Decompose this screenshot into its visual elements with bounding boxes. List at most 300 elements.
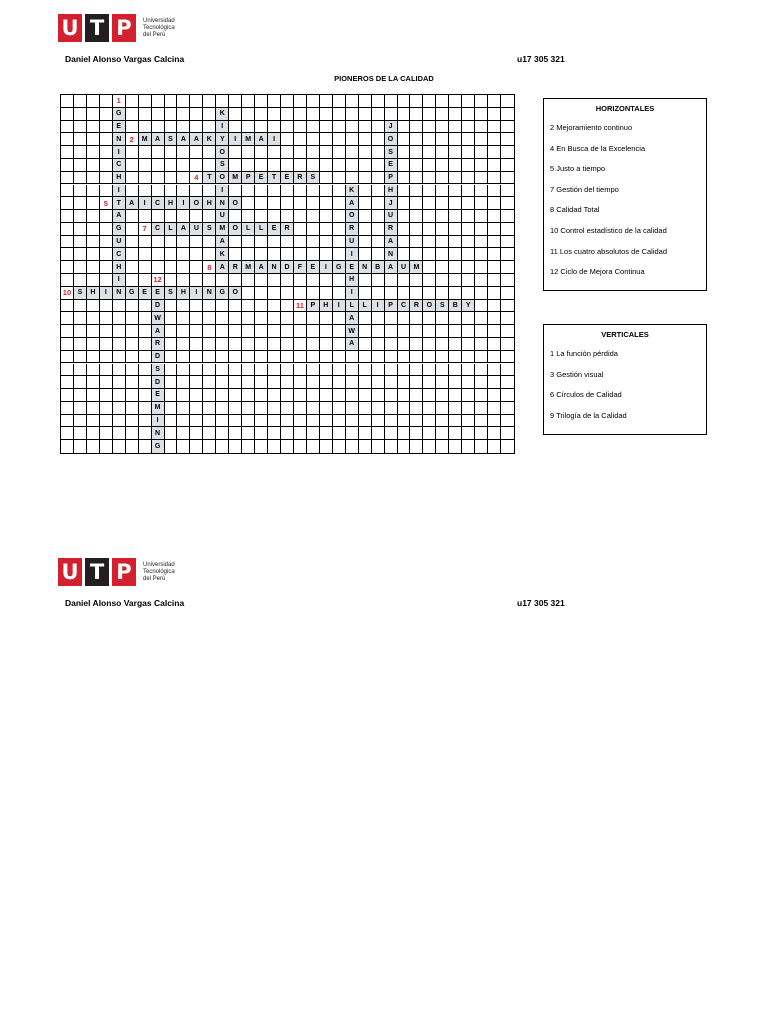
crossword-empty-cell bbox=[385, 325, 398, 338]
crossword-empty-cell bbox=[307, 402, 320, 415]
crossword-empty-cell bbox=[190, 274, 203, 287]
crossword-empty-cell bbox=[333, 146, 346, 159]
crossword-empty-cell bbox=[242, 376, 255, 389]
crossword-letter-cell: O bbox=[346, 210, 359, 223]
crossword-empty-cell bbox=[87, 402, 100, 415]
crossword-empty-cell bbox=[488, 159, 501, 172]
crossword-empty-cell bbox=[488, 236, 501, 249]
crossword-empty-cell bbox=[177, 312, 190, 325]
crossword-empty-cell bbox=[190, 440, 203, 453]
crossword-empty-cell bbox=[436, 274, 449, 287]
crossword-empty-cell bbox=[87, 415, 100, 428]
crossword-empty-cell bbox=[320, 440, 333, 453]
crossword-letter-cell: A bbox=[113, 210, 126, 223]
crossword-empty-cell bbox=[61, 376, 74, 389]
crossword-letter-cell: I bbox=[372, 300, 385, 313]
crossword-empty-cell bbox=[216, 274, 229, 287]
logo-letter-u: U bbox=[58, 558, 82, 586]
crossword-empty-cell bbox=[372, 376, 385, 389]
crossword-empty-cell bbox=[242, 364, 255, 377]
crossword-empty-cell bbox=[333, 121, 346, 134]
crossword-empty-cell bbox=[190, 210, 203, 223]
crossword-empty-cell bbox=[501, 338, 514, 351]
crossword-empty-cell bbox=[333, 338, 346, 351]
crossword-empty-cell bbox=[294, 236, 307, 249]
crossword-letter-cell: G bbox=[113, 108, 126, 121]
crossword-empty-cell bbox=[385, 95, 398, 108]
crossword-empty-cell bbox=[398, 389, 411, 402]
crossword-letter-cell: A bbox=[385, 236, 398, 249]
clue-number-cell: 12 bbox=[152, 274, 165, 287]
crossword-empty-cell bbox=[190, 185, 203, 198]
crossword-empty-cell bbox=[152, 159, 165, 172]
crossword-empty-cell bbox=[255, 121, 268, 134]
crossword-empty-cell bbox=[372, 223, 385, 236]
crossword-empty-cell bbox=[87, 364, 100, 377]
crossword-letter-cell: A bbox=[177, 133, 190, 146]
crossword-letter-cell: D bbox=[152, 300, 165, 313]
crossword-empty-cell bbox=[372, 172, 385, 185]
crossword-empty-cell bbox=[152, 261, 165, 274]
crossword-empty-cell bbox=[372, 402, 385, 415]
crossword-empty-cell bbox=[372, 415, 385, 428]
crossword-empty-cell bbox=[385, 312, 398, 325]
crossword-letter-cell: A bbox=[346, 338, 359, 351]
crossword-empty-cell bbox=[307, 440, 320, 453]
crossword-empty-cell bbox=[268, 108, 281, 121]
crossword-empty-cell bbox=[488, 185, 501, 198]
crossword-empty-cell bbox=[74, 185, 87, 198]
crossword-empty-cell bbox=[126, 223, 139, 236]
crossword-empty-cell bbox=[255, 415, 268, 428]
crossword-letter-cell: J bbox=[385, 121, 398, 134]
crossword-empty-cell bbox=[488, 440, 501, 453]
crossword-empty-cell bbox=[410, 338, 423, 351]
crossword-empty-cell bbox=[320, 236, 333, 249]
crossword-empty-cell bbox=[216, 389, 229, 402]
crossword-empty-cell bbox=[281, 108, 294, 121]
crossword-empty-cell bbox=[152, 146, 165, 159]
crossword-empty-cell bbox=[449, 338, 462, 351]
crossword-empty-cell bbox=[320, 146, 333, 159]
crossword-empty-cell bbox=[229, 364, 242, 377]
crossword-empty-cell bbox=[165, 427, 178, 440]
crossword-empty-cell bbox=[165, 159, 178, 172]
crossword-letter-cell: S bbox=[203, 223, 216, 236]
crossword-empty-cell bbox=[242, 197, 255, 210]
crossword-letter-cell: M bbox=[410, 261, 423, 274]
crossword-empty-cell bbox=[359, 287, 372, 300]
crossword-empty-cell bbox=[423, 236, 436, 249]
crossword-empty-cell bbox=[229, 376, 242, 389]
crossword-empty-cell bbox=[268, 121, 281, 134]
crossword-empty-cell bbox=[346, 376, 359, 389]
crossword-empty-cell bbox=[320, 172, 333, 185]
crossword-empty-cell bbox=[423, 351, 436, 364]
crossword-empty-cell bbox=[333, 402, 346, 415]
crossword-empty-cell bbox=[307, 376, 320, 389]
crossword-empty-cell bbox=[113, 300, 126, 313]
crossword-empty-cell bbox=[462, 121, 475, 134]
crossword-empty-cell bbox=[229, 121, 242, 134]
crossword-empty-cell bbox=[501, 133, 514, 146]
crossword-empty-cell bbox=[333, 351, 346, 364]
crossword-empty-cell bbox=[203, 210, 216, 223]
crossword-empty-cell bbox=[268, 440, 281, 453]
crossword-empty-cell bbox=[320, 325, 333, 338]
crossword-letter-cell: W bbox=[152, 312, 165, 325]
crossword-empty-cell bbox=[126, 376, 139, 389]
crossword-empty-cell bbox=[139, 300, 152, 313]
crossword-empty-cell bbox=[190, 325, 203, 338]
crossword-letter-cell: S bbox=[74, 287, 87, 300]
crossword-empty-cell bbox=[501, 185, 514, 198]
crossword-empty-cell bbox=[449, 197, 462, 210]
crossword-empty-cell bbox=[229, 325, 242, 338]
crossword-empty-cell bbox=[294, 287, 307, 300]
crossword-empty-cell bbox=[190, 351, 203, 364]
crossword-letter-cell: M bbox=[216, 223, 229, 236]
crossword-empty-cell bbox=[139, 261, 152, 274]
horizontal-clue: 11 Los cuatro absolutos de Calidad bbox=[550, 246, 668, 256]
crossword-empty-cell bbox=[501, 236, 514, 249]
crossword-empty-cell bbox=[449, 223, 462, 236]
crossword-letter-cell: E bbox=[281, 172, 294, 185]
crossword-empty-cell bbox=[307, 108, 320, 121]
crossword-empty-cell bbox=[449, 236, 462, 249]
crossword-empty-cell bbox=[462, 389, 475, 402]
crossword-letter-cell: I bbox=[333, 300, 346, 313]
crossword-letter-cell: I bbox=[190, 287, 203, 300]
crossword-empty-cell bbox=[268, 185, 281, 198]
crossword-empty-cell bbox=[488, 95, 501, 108]
crossword-empty-cell bbox=[177, 159, 190, 172]
crossword-empty-cell bbox=[333, 133, 346, 146]
crossword-letter-cell: O bbox=[190, 197, 203, 210]
crossword-letter-cell: G bbox=[126, 287, 139, 300]
crossword-empty-cell bbox=[100, 312, 113, 325]
crossword-empty-cell bbox=[462, 185, 475, 198]
crossword-empty-cell bbox=[372, 146, 385, 159]
crossword-empty-cell bbox=[203, 236, 216, 249]
crossword-letter-cell: J bbox=[385, 197, 398, 210]
crossword-empty-cell bbox=[177, 121, 190, 134]
crossword-empty-cell bbox=[268, 248, 281, 261]
crossword-empty-cell bbox=[229, 159, 242, 172]
crossword-empty-cell bbox=[229, 338, 242, 351]
crossword-empty-cell bbox=[281, 236, 294, 249]
crossword-empty-cell bbox=[281, 376, 294, 389]
crossword-empty-cell bbox=[255, 274, 268, 287]
crossword-empty-cell bbox=[74, 274, 87, 287]
crossword-empty-cell bbox=[61, 274, 74, 287]
crossword-letter-cell: C bbox=[152, 197, 165, 210]
crossword-empty-cell bbox=[372, 351, 385, 364]
crossword-empty-cell bbox=[294, 351, 307, 364]
crossword-empty-cell bbox=[126, 338, 139, 351]
crossword-empty-cell bbox=[294, 210, 307, 223]
crossword-empty-cell bbox=[307, 236, 320, 249]
crossword-empty-cell bbox=[113, 440, 126, 453]
crossword-empty-cell bbox=[449, 159, 462, 172]
crossword-letter-cell: M bbox=[152, 402, 165, 415]
crossword-empty-cell bbox=[126, 159, 139, 172]
crossword-empty-cell bbox=[372, 427, 385, 440]
crossword-empty-cell bbox=[449, 376, 462, 389]
crossword-empty-cell bbox=[398, 210, 411, 223]
horizontal-clue: 8 Calidad Total bbox=[550, 205, 600, 215]
crossword-empty-cell bbox=[242, 338, 255, 351]
crossword-empty-cell bbox=[449, 389, 462, 402]
crossword-empty-cell bbox=[475, 133, 488, 146]
crossword-empty-cell bbox=[436, 389, 449, 402]
crossword-empty-cell bbox=[385, 402, 398, 415]
crossword-empty-cell bbox=[203, 338, 216, 351]
crossword-empty-cell bbox=[139, 364, 152, 377]
crossword-empty-cell bbox=[462, 402, 475, 415]
crossword-empty-cell bbox=[501, 364, 514, 377]
crossword-empty-cell bbox=[436, 121, 449, 134]
crossword-empty-cell bbox=[294, 248, 307, 261]
crossword-empty-cell bbox=[501, 325, 514, 338]
crossword-empty-cell bbox=[449, 325, 462, 338]
crossword-empty-cell bbox=[488, 172, 501, 185]
crossword-empty-cell bbox=[385, 338, 398, 351]
crossword-letter-cell: I bbox=[216, 185, 229, 198]
crossword-empty-cell bbox=[385, 440, 398, 453]
clue-number-cell: 1 bbox=[113, 95, 126, 108]
crossword-empty-cell bbox=[449, 312, 462, 325]
crossword-empty-cell bbox=[268, 236, 281, 249]
crossword-empty-cell bbox=[398, 133, 411, 146]
crossword-empty-cell bbox=[126, 415, 139, 428]
crossword-letter-cell: E bbox=[139, 287, 152, 300]
crossword-letter-cell: N bbox=[113, 287, 126, 300]
crossword-empty-cell bbox=[449, 440, 462, 453]
crossword-empty-cell bbox=[359, 159, 372, 172]
crossword-empty-cell bbox=[61, 146, 74, 159]
crossword-empty-cell bbox=[61, 427, 74, 440]
crossword-empty-cell bbox=[203, 274, 216, 287]
crossword-empty-cell bbox=[501, 159, 514, 172]
crossword-empty-cell bbox=[61, 223, 74, 236]
crossword-empty-cell bbox=[100, 185, 113, 198]
crossword-empty-cell bbox=[475, 287, 488, 300]
crossword-letter-cell: O bbox=[216, 172, 229, 185]
crossword-empty-cell bbox=[501, 287, 514, 300]
crossword-empty-cell bbox=[359, 133, 372, 146]
crossword-empty-cell bbox=[139, 351, 152, 364]
crossword-empty-cell bbox=[100, 261, 113, 274]
crossword-empty-cell bbox=[436, 287, 449, 300]
crossword-empty-cell bbox=[423, 274, 436, 287]
crossword-empty-cell bbox=[216, 440, 229, 453]
crossword-letter-cell: H bbox=[385, 185, 398, 198]
crossword-empty-cell bbox=[372, 440, 385, 453]
crossword-empty-cell bbox=[462, 197, 475, 210]
crossword-empty-cell bbox=[177, 210, 190, 223]
crossword-empty-cell bbox=[139, 121, 152, 134]
crossword-empty-cell bbox=[488, 402, 501, 415]
crossword-empty-cell bbox=[462, 364, 475, 377]
crossword-empty-cell bbox=[333, 415, 346, 428]
crossword-empty-cell bbox=[307, 197, 320, 210]
crossword-empty-cell bbox=[165, 261, 178, 274]
crossword-empty-cell bbox=[139, 325, 152, 338]
crossword-letter-cell: K bbox=[216, 248, 229, 261]
crossword-empty-cell bbox=[436, 325, 449, 338]
crossword-letter-cell: A bbox=[216, 261, 229, 274]
crossword-empty-cell bbox=[436, 197, 449, 210]
crossword-letter-cell: P bbox=[385, 300, 398, 313]
crossword-empty-cell bbox=[294, 364, 307, 377]
vertical-clues-box bbox=[543, 324, 707, 435]
crossword-empty-cell bbox=[100, 427, 113, 440]
crossword-empty-cell bbox=[346, 95, 359, 108]
crossword-empty-cell bbox=[359, 364, 372, 377]
crossword-empty-cell bbox=[74, 210, 87, 223]
crossword-letter-cell: K bbox=[216, 108, 229, 121]
crossword-empty-cell bbox=[203, 121, 216, 134]
crossword-empty-cell bbox=[410, 248, 423, 261]
crossword-empty-cell bbox=[255, 210, 268, 223]
crossword-empty-cell bbox=[501, 121, 514, 134]
crossword-empty-cell bbox=[346, 364, 359, 377]
crossword-empty-cell bbox=[359, 223, 372, 236]
crossword-empty-cell bbox=[255, 146, 268, 159]
crossword-letter-cell: H bbox=[87, 287, 100, 300]
crossword-empty-cell bbox=[74, 159, 87, 172]
crossword-empty-cell bbox=[242, 287, 255, 300]
crossword-empty-cell bbox=[268, 364, 281, 377]
crossword-empty-cell bbox=[268, 95, 281, 108]
crossword-empty-cell bbox=[475, 415, 488, 428]
crossword-empty-cell bbox=[281, 389, 294, 402]
crossword-empty-cell bbox=[398, 287, 411, 300]
crossword-letter-cell: H bbox=[320, 300, 333, 313]
crossword-empty-cell bbox=[307, 133, 320, 146]
crossword-empty-cell bbox=[475, 248, 488, 261]
crossword-empty-cell bbox=[488, 133, 501, 146]
crossword-empty-cell bbox=[423, 159, 436, 172]
crossword-empty-cell bbox=[449, 185, 462, 198]
crossword-empty-cell bbox=[152, 95, 165, 108]
crossword-empty-cell bbox=[488, 121, 501, 134]
crossword-letter-cell: C bbox=[398, 300, 411, 313]
crossword-empty-cell bbox=[74, 121, 87, 134]
crossword-empty-cell bbox=[475, 376, 488, 389]
crossword-empty-cell bbox=[294, 389, 307, 402]
crossword-letter-cell: U bbox=[113, 236, 126, 249]
crossword-empty-cell bbox=[229, 236, 242, 249]
crossword-empty-cell bbox=[346, 159, 359, 172]
crossword-empty-cell bbox=[126, 95, 139, 108]
horizontal-clue: 12 Ciclo de Mejora Continua bbox=[550, 267, 645, 277]
crossword-empty-cell bbox=[165, 185, 178, 198]
crossword-empty-cell bbox=[216, 364, 229, 377]
crossword-empty-cell bbox=[475, 325, 488, 338]
crossword-empty-cell bbox=[410, 312, 423, 325]
crossword-empty-cell bbox=[436, 236, 449, 249]
crossword-letter-cell: L bbox=[359, 300, 372, 313]
crossword-empty-cell bbox=[385, 427, 398, 440]
crossword-empty-cell bbox=[139, 172, 152, 185]
crossword-empty-cell bbox=[74, 415, 87, 428]
crossword-empty-cell bbox=[61, 351, 74, 364]
crossword-empty-cell bbox=[165, 248, 178, 261]
crossword-empty-cell bbox=[74, 427, 87, 440]
crossword-empty-cell bbox=[359, 197, 372, 210]
crossword-empty-cell bbox=[100, 440, 113, 453]
crossword-empty-cell bbox=[462, 440, 475, 453]
crossword-empty-cell bbox=[462, 351, 475, 364]
crossword-empty-cell bbox=[449, 172, 462, 185]
vertical-clues-title: VERTICALES bbox=[601, 330, 649, 339]
crossword-empty-cell bbox=[74, 402, 87, 415]
crossword-empty-cell bbox=[475, 351, 488, 364]
crossword-empty-cell bbox=[126, 325, 139, 338]
crossword-empty-cell bbox=[74, 236, 87, 249]
logo-letter-u: U bbox=[58, 14, 82, 42]
crossword-empty-cell bbox=[190, 108, 203, 121]
crossword-empty-cell bbox=[346, 146, 359, 159]
crossword-letter-cell: O bbox=[229, 287, 242, 300]
crossword-empty-cell bbox=[139, 376, 152, 389]
crossword-empty-cell bbox=[333, 210, 346, 223]
crossword-empty-cell bbox=[190, 95, 203, 108]
crossword-letter-cell: K bbox=[203, 133, 216, 146]
crossword-empty-cell bbox=[398, 338, 411, 351]
crossword-empty-cell bbox=[501, 300, 514, 313]
crossword-empty-cell bbox=[281, 133, 294, 146]
crossword-empty-cell bbox=[203, 159, 216, 172]
crossword-empty-cell bbox=[462, 248, 475, 261]
crossword-empty-cell bbox=[410, 185, 423, 198]
crossword-empty-cell bbox=[152, 172, 165, 185]
crossword-letter-cell: O bbox=[229, 223, 242, 236]
crossword-empty-cell bbox=[462, 338, 475, 351]
crossword-letter-cell: I bbox=[152, 415, 165, 428]
crossword-empty-cell bbox=[423, 415, 436, 428]
crossword-empty-cell bbox=[320, 389, 333, 402]
crossword-empty-cell bbox=[333, 172, 346, 185]
crossword-empty-cell bbox=[242, 185, 255, 198]
crossword-empty-cell bbox=[294, 325, 307, 338]
crossword-letter-cell: S bbox=[385, 146, 398, 159]
crossword-empty-cell bbox=[385, 274, 398, 287]
crossword-empty-cell bbox=[242, 312, 255, 325]
crossword-empty-cell bbox=[333, 159, 346, 172]
crossword-empty-cell bbox=[359, 427, 372, 440]
crossword-empty-cell bbox=[177, 338, 190, 351]
crossword-empty-cell bbox=[165, 95, 178, 108]
crossword-empty-cell bbox=[229, 351, 242, 364]
crossword-empty-cell bbox=[436, 364, 449, 377]
crossword-empty-cell bbox=[126, 236, 139, 249]
crossword-empty-cell bbox=[203, 248, 216, 261]
crossword-letter-cell: R bbox=[152, 338, 165, 351]
crossword-letter-cell: T bbox=[113, 197, 126, 210]
crossword-empty-cell bbox=[410, 389, 423, 402]
crossword-empty-cell bbox=[100, 376, 113, 389]
crossword-empty-cell bbox=[126, 440, 139, 453]
crossword-empty-cell bbox=[87, 146, 100, 159]
crossword-empty-cell bbox=[294, 159, 307, 172]
crossword-empty-cell bbox=[281, 427, 294, 440]
crossword-empty-cell bbox=[190, 338, 203, 351]
crossword-empty-cell bbox=[410, 146, 423, 159]
crossword-empty-cell bbox=[190, 427, 203, 440]
